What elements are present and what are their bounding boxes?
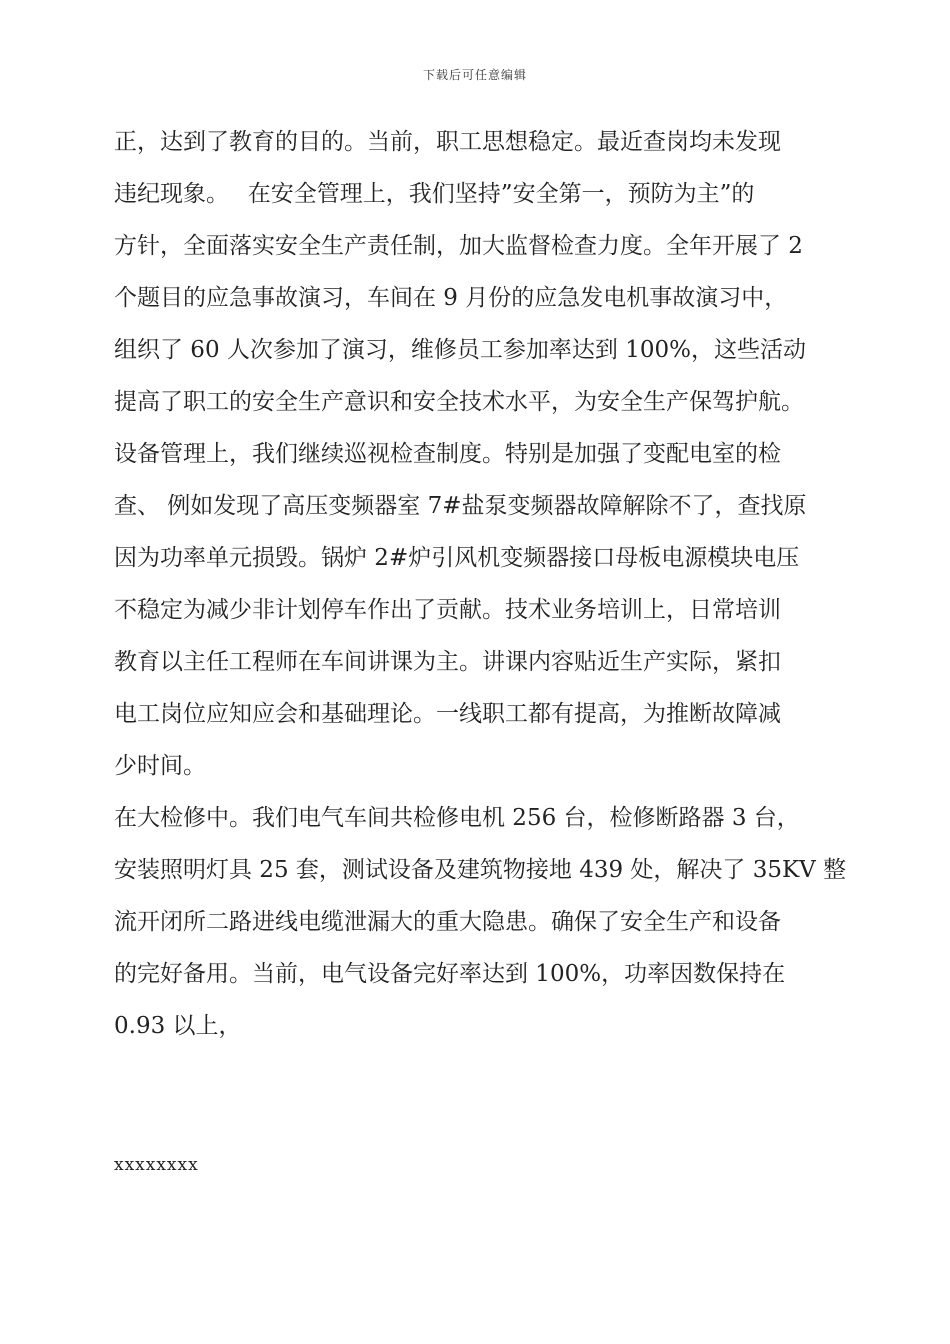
text-line: 流开闭所二路进线电缆泄漏大的重大隐患。确保了安全生产和设备 [114,909,781,935]
page-header: 下载后可任意编辑 [422,68,527,82]
text-line: 个题目的应急事故演习，车间在 9 月份的应急发电机事故演习中， [114,285,788,311]
document-body [114,116,847,1052]
text-line: 少时间。 [114,753,206,779]
text-line: 提高了职工的安全生产意识和安全技术水平，为安全生产保驾护航。 [114,389,804,415]
text-line: 因为功率单元损毁。锅炉 2#炉引风机变频器接口母板电源模块电压 [114,545,800,571]
text-line: 在大检修中。我们电气车间共检修电机 256 台，检修断路器 3 台， [114,805,800,831]
text-line: 0.93 以上， [114,1013,242,1039]
text-line: 的完好备用。当前，电气设备完好率达到 100%，功率因数保持在 [114,961,786,987]
text-line: 方针，全面落实安全生产责任制，加大监督检查力度。全年开展了 2 [114,233,803,259]
text-line: 设备管理上，我们继续巡视检查制度。特别是加强了变配电室的检 [114,441,781,467]
text-line: 组织了 60 人次参加了演习，维修员工参加率达到 100%，这些活动 [114,337,806,363]
text-line: 安装照明灯具 25 套，测试设备及建筑物接地 439 处，解决了 35KV 整 [114,857,847,883]
text-line: 违纪现象。 在安全管理上，我们坚持”安全第一，预防为主”的 [114,181,755,207]
text-line: 查、 例如发现了高压变频器室 7#盐泵变频器故障解除不了，查找原 [114,493,807,519]
text-line: 电工岗位应知应会和基础理论。一线职工都有提高，为推断故障减 [114,701,781,727]
text-line: 不稳定为减少非计划停车作出了贡献。技术业务培训上，日常培训 [114,597,781,623]
page-footer: xxxxxxxx [114,1155,199,1175]
text-line: 正，达到了教育的目的。当前，职工思想稳定。最近查岗均未发现 [114,129,781,155]
text-line: 教育以主任工程师在车间讲课为主。讲课内容贴近生产实际，紧扣 [114,649,781,675]
